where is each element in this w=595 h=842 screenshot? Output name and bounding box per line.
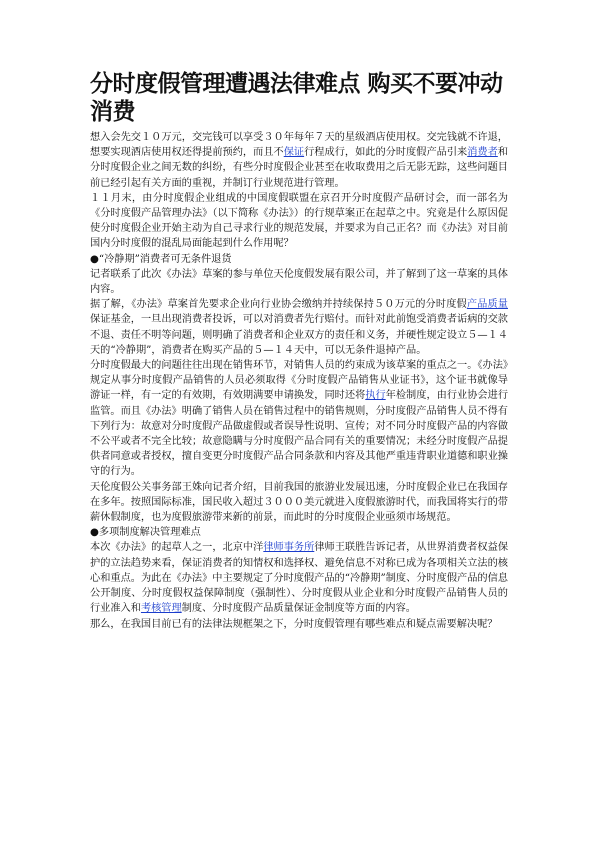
paragraph-7: 本次《办法》的起草人之一，北京中洋律师事务所律师王联胜告诉记者，从世界消费者权益保护的立法趋势来看，保证消费者的知情权和选择权、避免信息不对称已成为各项相关立法的核心和重点。为此在《办法》中主要规定了分时度假产品的“冷静期”制度、分时度假产品的信息公开制度、分时度假权益保障制度（强制性）、分时度假从业企业和分时度假产品销售人员的行业准入和考核管理制度、分时度假产品质量保证金制度等方面的内容。 [90,542,509,615]
paragraph-8: 那么，在我国目前已有的法律法规框架之下，分时度假管理有哪些难点和疑点需要解决呢？ [90,618,498,630]
paragraph-4: 据了解，《办法》草案首先要求企业向行业协会缴纳并持续保持５０万元的分时度假产品质量保证基金，一旦出现消费者投诉，可以对消费者先行赔付。而针对此前饱受消费者诟病的交款不退、责任不明等问题，则明确了消费者和企业双方的责任和义务，并硬性规定设立５—１４天的“冷静期”，消费者在购买产品的５—１４天中，可以无条件退掉产品。 [90,299,508,356]
paragraph-intro: 想入会先交１０万元，交完钱可以享受３０年每年７天的星级酒店使用权。交完钱就不许退，想要实现酒店使用权还得提前预约，而且不保证行程成行，如此的分时度假产品引来消费者和分时度假企业之间无数的纠纷，有些分时度假企业甚至在收取费用之后无影无踪，这些问题目前已经引起有关方面的重视，并制订行业规范进行管理。 [90,132,509,189]
link-zhixing[interactable]: 执行 [365,390,386,402]
link-chanpinzhiliang[interactable]: 产品质量 [466,299,508,311]
paragraph-6: 天伦度假公关事务部王姝向记者介绍，目前我国的旅游业发展迅速，分时度假企业已在我国存在多年。按照国际标准，国民收入超过３０００美元就进入度假旅游时代，而我国将实行的带薪休假制度，也为度假旅游带来新的前景，而此时的分时度假企业亟须市场规范。 [90,481,508,524]
link-lvshishiwusuo[interactable]: 律师事务所 [263,542,315,554]
link-baozheng[interactable]: 保证 [283,147,305,159]
article [90,70,508,632]
paragraph-2: １１月末，由分时度假企业组成的中国度假联盟在京召开分时度假产品研讨会，而一部名为《分时度假产品管理办法》（以下简称《办法》）的行规草案正在起草之中。究竟是什么原因促使分时度假企业开始主动为自己寻求行业的规范发展，并要求为自己正名？而《办法》对目前国内分时度假的混乱局面能起到什么作用呢？ [90,192,508,250]
link-kaoheguanli[interactable]: 考核管理 [140,603,182,615]
section-heading-management: ●多项制度解决管理难点 [90,527,201,539]
paragraph-5: 分时度假最大的问题往往出现在销售环节，对销售人员的约束成为该草案的重点之一。《办法》规定从事分时度假产品销售的人员必须取得《分时度假产品销售从业证书》，这个证书就像导游证一样，有一定的有效期，有效期满要申请换发，同时还将执行年检制度，由行业协会进行监管。而且《办法》明确了销售人员在销售过程中的销售规则，分时度假产品销售人员不得有下列行为：故意对分时度假产品做虚假或者误导性说明、宣传；对不同分时度假产品的内容做不公平或者不完全比较；故意隐瞒与分时度假产品合同有关的重要情况；未经分时度假产品提供者同意或者授权，擅自变更分时度假产品合同条款和内容及其他严重违背职业道德和职业操守的行为。 [90,360,509,478]
section-heading-cooling-period: ●“冷静期”消费者可无条件退货 [90,253,232,265]
article-title: 分时度假管理遭遇法律难点 购买不要冲动消费 [90,71,503,125]
paragraph-3: 记者联系了此次《办法》草案的参与单位天伦度假发展有限公司，并了解到了这一草案的具体内容。 [90,268,508,296]
link-xiaofeizhe[interactable]: 消费者 [467,147,498,159]
